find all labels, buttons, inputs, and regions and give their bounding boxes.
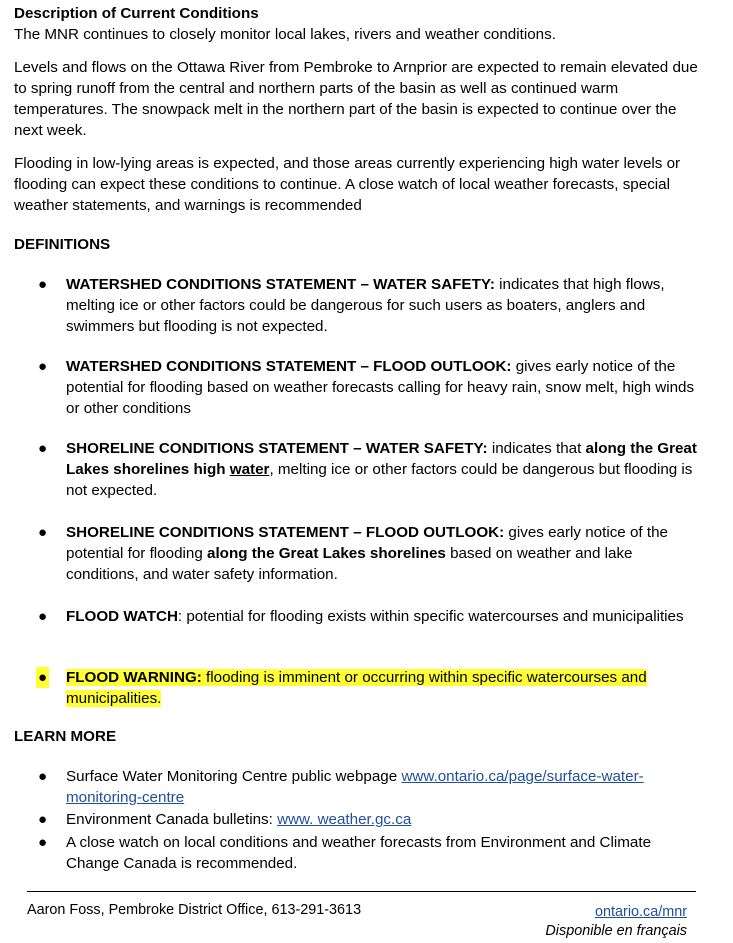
learn-more-text <box>66 766 686 808</box>
learn-more-text: A close watch on local conditions and weather forecasts from Environment and Climate Change Canada is recommended. <box>66 834 652 872</box>
definition-text <box>66 356 706 419</box>
bullet-icon: ● <box>38 524 48 541</box>
definition-description-end: based on weather and lake conditions, and water safety information. <box>66 545 633 583</box>
bullet-icon: ● <box>38 276 48 293</box>
definition-emphasis-underlined: water <box>229 461 270 478</box>
definition-description: indicates that high flows, melting ice or other factors could be dangerous for such users as boaters, anglers and swimmers but flooding is not expected. <box>66 276 665 335</box>
bullet-icon: ● <box>38 358 48 375</box>
current-conditions-levels: Levels and flows on the Ottawa River from Pembroke to Arnprior are expected to remain elevated due to spring runoff from the central and northern parts of the basin as well as continued warm temperatures. The snowpack melt in the northern part of the basin is expected to continue over the next week. <box>14 59 698 139</box>
highlighted-text <box>66 669 647 707</box>
definition-term: FLOOD WARNING: <box>66 669 202 686</box>
definition-term: WATERSHED CONDITIONS STATEMENT – FLOOD OUTLOOK: <box>66 358 512 375</box>
bullet-icon: ● <box>38 811 48 828</box>
current-conditions-heading: Description of Current Conditions <box>14 5 259 22</box>
footer-french-note: Disponible en français <box>545 923 687 939</box>
learn-more-text <box>66 809 706 830</box>
definition-text <box>66 667 706 709</box>
definition-term: SHORELINE CONDITIONS STATEMENT – WATER SAFETY: <box>66 440 488 457</box>
footer-contact: Aaron Foss, Pembroke District Office, 613-291-3613 <box>27 902 362 918</box>
bullet-icon: ● <box>38 768 48 785</box>
definitions-heading: DEFINITIONS <box>14 236 111 253</box>
definition-text <box>66 606 706 627</box>
bullet-icon: ● <box>38 608 48 625</box>
bullet-icon: ● <box>38 440 48 457</box>
bullet-icon: ● <box>38 834 48 851</box>
definition-text <box>66 438 706 501</box>
bullet-icon: ● <box>38 669 48 686</box>
definition-text <box>66 522 706 585</box>
footer-divider <box>27 891 696 892</box>
definition-term: FLOOD WATCH <box>66 608 178 625</box>
definition-description: indicates that <box>487 440 586 457</box>
definition-text <box>66 274 706 337</box>
learn-more-heading: LEARN MORE <box>14 728 117 745</box>
definition-description: : potential for flooding exists within specific watercourses and municipalities <box>177 608 684 625</box>
definition-description: gives early notice of the potential for flooding <box>66 524 668 562</box>
definition-term: SHORELINE CONDITIONS STATEMENT – FLOOD OUTLOOK: <box>66 524 505 541</box>
definition-emphasis: along the Great Lakes shorelines <box>207 545 446 562</box>
definition-description: flooding is imminent or occurring within specific watercourses and municipalities. <box>66 669 647 707</box>
definition-term: WATERSHED CONDITIONS STATEMENT – WATER SAFETY: <box>66 276 495 293</box>
learn-more-label: Environment Canada bulletins: <box>66 811 278 828</box>
definition-description-end: , melting ice or other factors could be dangerous but flooding is not expected. <box>66 461 693 499</box>
weather-link[interactable]: www. weather.gc.ca <box>277 811 412 828</box>
learn-more-label: Surface Water Monitoring Centre public webpage <box>66 768 402 785</box>
footer-mnr-link[interactable]: ontario.ca/mnr <box>595 904 687 920</box>
definition-description: gives early notice of the potential for flooding based on weather forecasts calling for heavy rain, snow melt, high winds or other conditions <box>66 358 695 417</box>
surface-water-link[interactable]: www.ontario.ca/page/surface-water-monitoring-centre <box>66 768 644 806</box>
current-conditions-flooding: Flooding in low-lying areas is expected, and those areas currently experiencing high water levels or flooding can expect these conditions to continue. A close watch of local weather forecasts, special weather statements, and warnings is recommended <box>14 155 681 214</box>
current-conditions-intro: The MNR continues to closely monitor local lakes, rivers and weather conditions. <box>14 26 556 43</box>
definition-emphasis: along the Great Lakes shorelines high <box>66 440 697 478</box>
